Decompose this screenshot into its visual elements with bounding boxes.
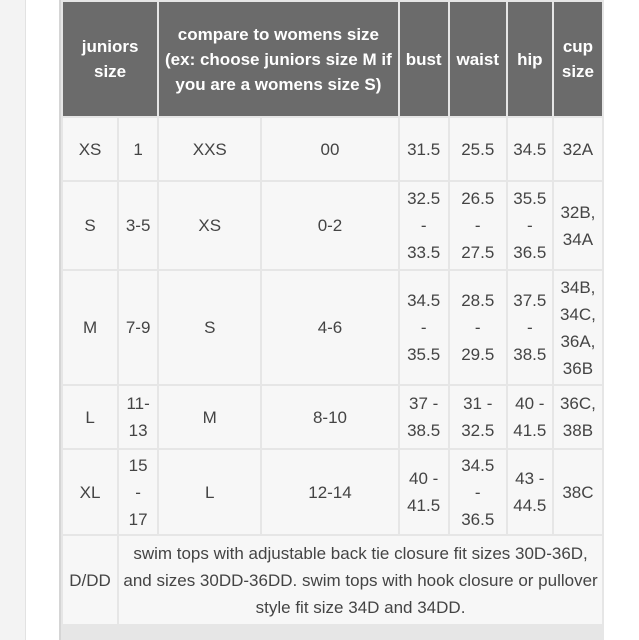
waist-cell: 31 - 32.5 (450, 386, 506, 448)
womens-size-cell: XXS (159, 118, 260, 180)
header-bust: bust (400, 2, 448, 116)
womens-number-cell: 00 (262, 118, 397, 180)
table-row (63, 182, 602, 269)
size-chart-table (61, 0, 604, 626)
size-chart (59, 0, 604, 640)
juniors-number-cell: 7-9 (119, 271, 157, 384)
womens-size-cell: L (159, 450, 260, 534)
header-hip: hip (508, 2, 552, 116)
waist-cell: 25.5 (450, 118, 506, 180)
bust-cell: 40 - 41.5 (400, 450, 448, 534)
header-compare-womens: compare to womens size (ex: choose juniors size M if you are a womens size S) (159, 2, 397, 116)
table-row (63, 118, 602, 180)
bust-cell: 32.5 - 33.5 (400, 182, 448, 269)
womens-number-cell: 12-14 (262, 450, 397, 534)
cup-cell: 34B, 34C, 36A, 36B (554, 271, 602, 384)
juniors-size-cell: M (63, 271, 117, 384)
header-waist: waist (450, 2, 506, 116)
dd-note-cell: swim tops with adjustable back tie closure fit sizes 30D-36D, and sizes 30DD-36DD. swim tops with hook closure or pullover style fit size 34D and 34DD. (119, 536, 602, 624)
dd-label-cell: D/DD (63, 536, 117, 624)
bust-cell: 31.5 (400, 118, 448, 180)
cup-cell: 36C, 38B (554, 386, 602, 448)
hip-cell: 37.5 - 38.5 (508, 271, 552, 384)
left-panel-edge (0, 0, 26, 640)
bust-cell: 37 - 38.5 (400, 386, 448, 448)
womens-size-cell: M (159, 386, 260, 448)
juniors-number-cell: 3-5 (119, 182, 157, 269)
table-row (63, 386, 602, 448)
waist-cell: 28.5 - 29.5 (450, 271, 506, 384)
dd-note-row (63, 536, 602, 624)
hip-cell: 34.5 (508, 118, 552, 180)
juniors-number-cell: 1 (119, 118, 157, 180)
header-juniors-size: juniors size (63, 2, 157, 116)
table-row (63, 271, 602, 384)
womens-size-cell: XS (159, 182, 260, 269)
waist-cell: 34.5 - 36.5 (450, 450, 506, 534)
header-cup-size: cup size (554, 2, 602, 116)
womens-size-cell: S (159, 271, 260, 384)
juniors-size-cell: L (63, 386, 117, 448)
hip-cell: 40 - 41.5 (508, 386, 552, 448)
table-row (63, 450, 602, 534)
womens-number-cell: 4-6 (262, 271, 397, 384)
header-row (63, 2, 602, 116)
womens-number-cell: 8-10 (262, 386, 397, 448)
juniors-number-cell: 11- 13 (119, 386, 157, 448)
juniors-size-cell: XS (63, 118, 117, 180)
juniors-number-cell: 15 - 17 (119, 450, 157, 534)
cup-cell: 32B, 34A (554, 182, 602, 269)
cup-cell: 38C (554, 450, 602, 534)
juniors-size-cell: XL (63, 450, 117, 534)
waist-cell: 26.5 - 27.5 (450, 182, 506, 269)
hip-cell: 35.5 - 36.5 (508, 182, 552, 269)
womens-number-cell: 0-2 (262, 182, 397, 269)
juniors-size-cell: S (63, 182, 117, 269)
hip-cell: 43 - 44.5 (508, 450, 552, 534)
cup-cell: 32A (554, 118, 602, 180)
bust-cell: 34.5 - 35.5 (400, 271, 448, 384)
